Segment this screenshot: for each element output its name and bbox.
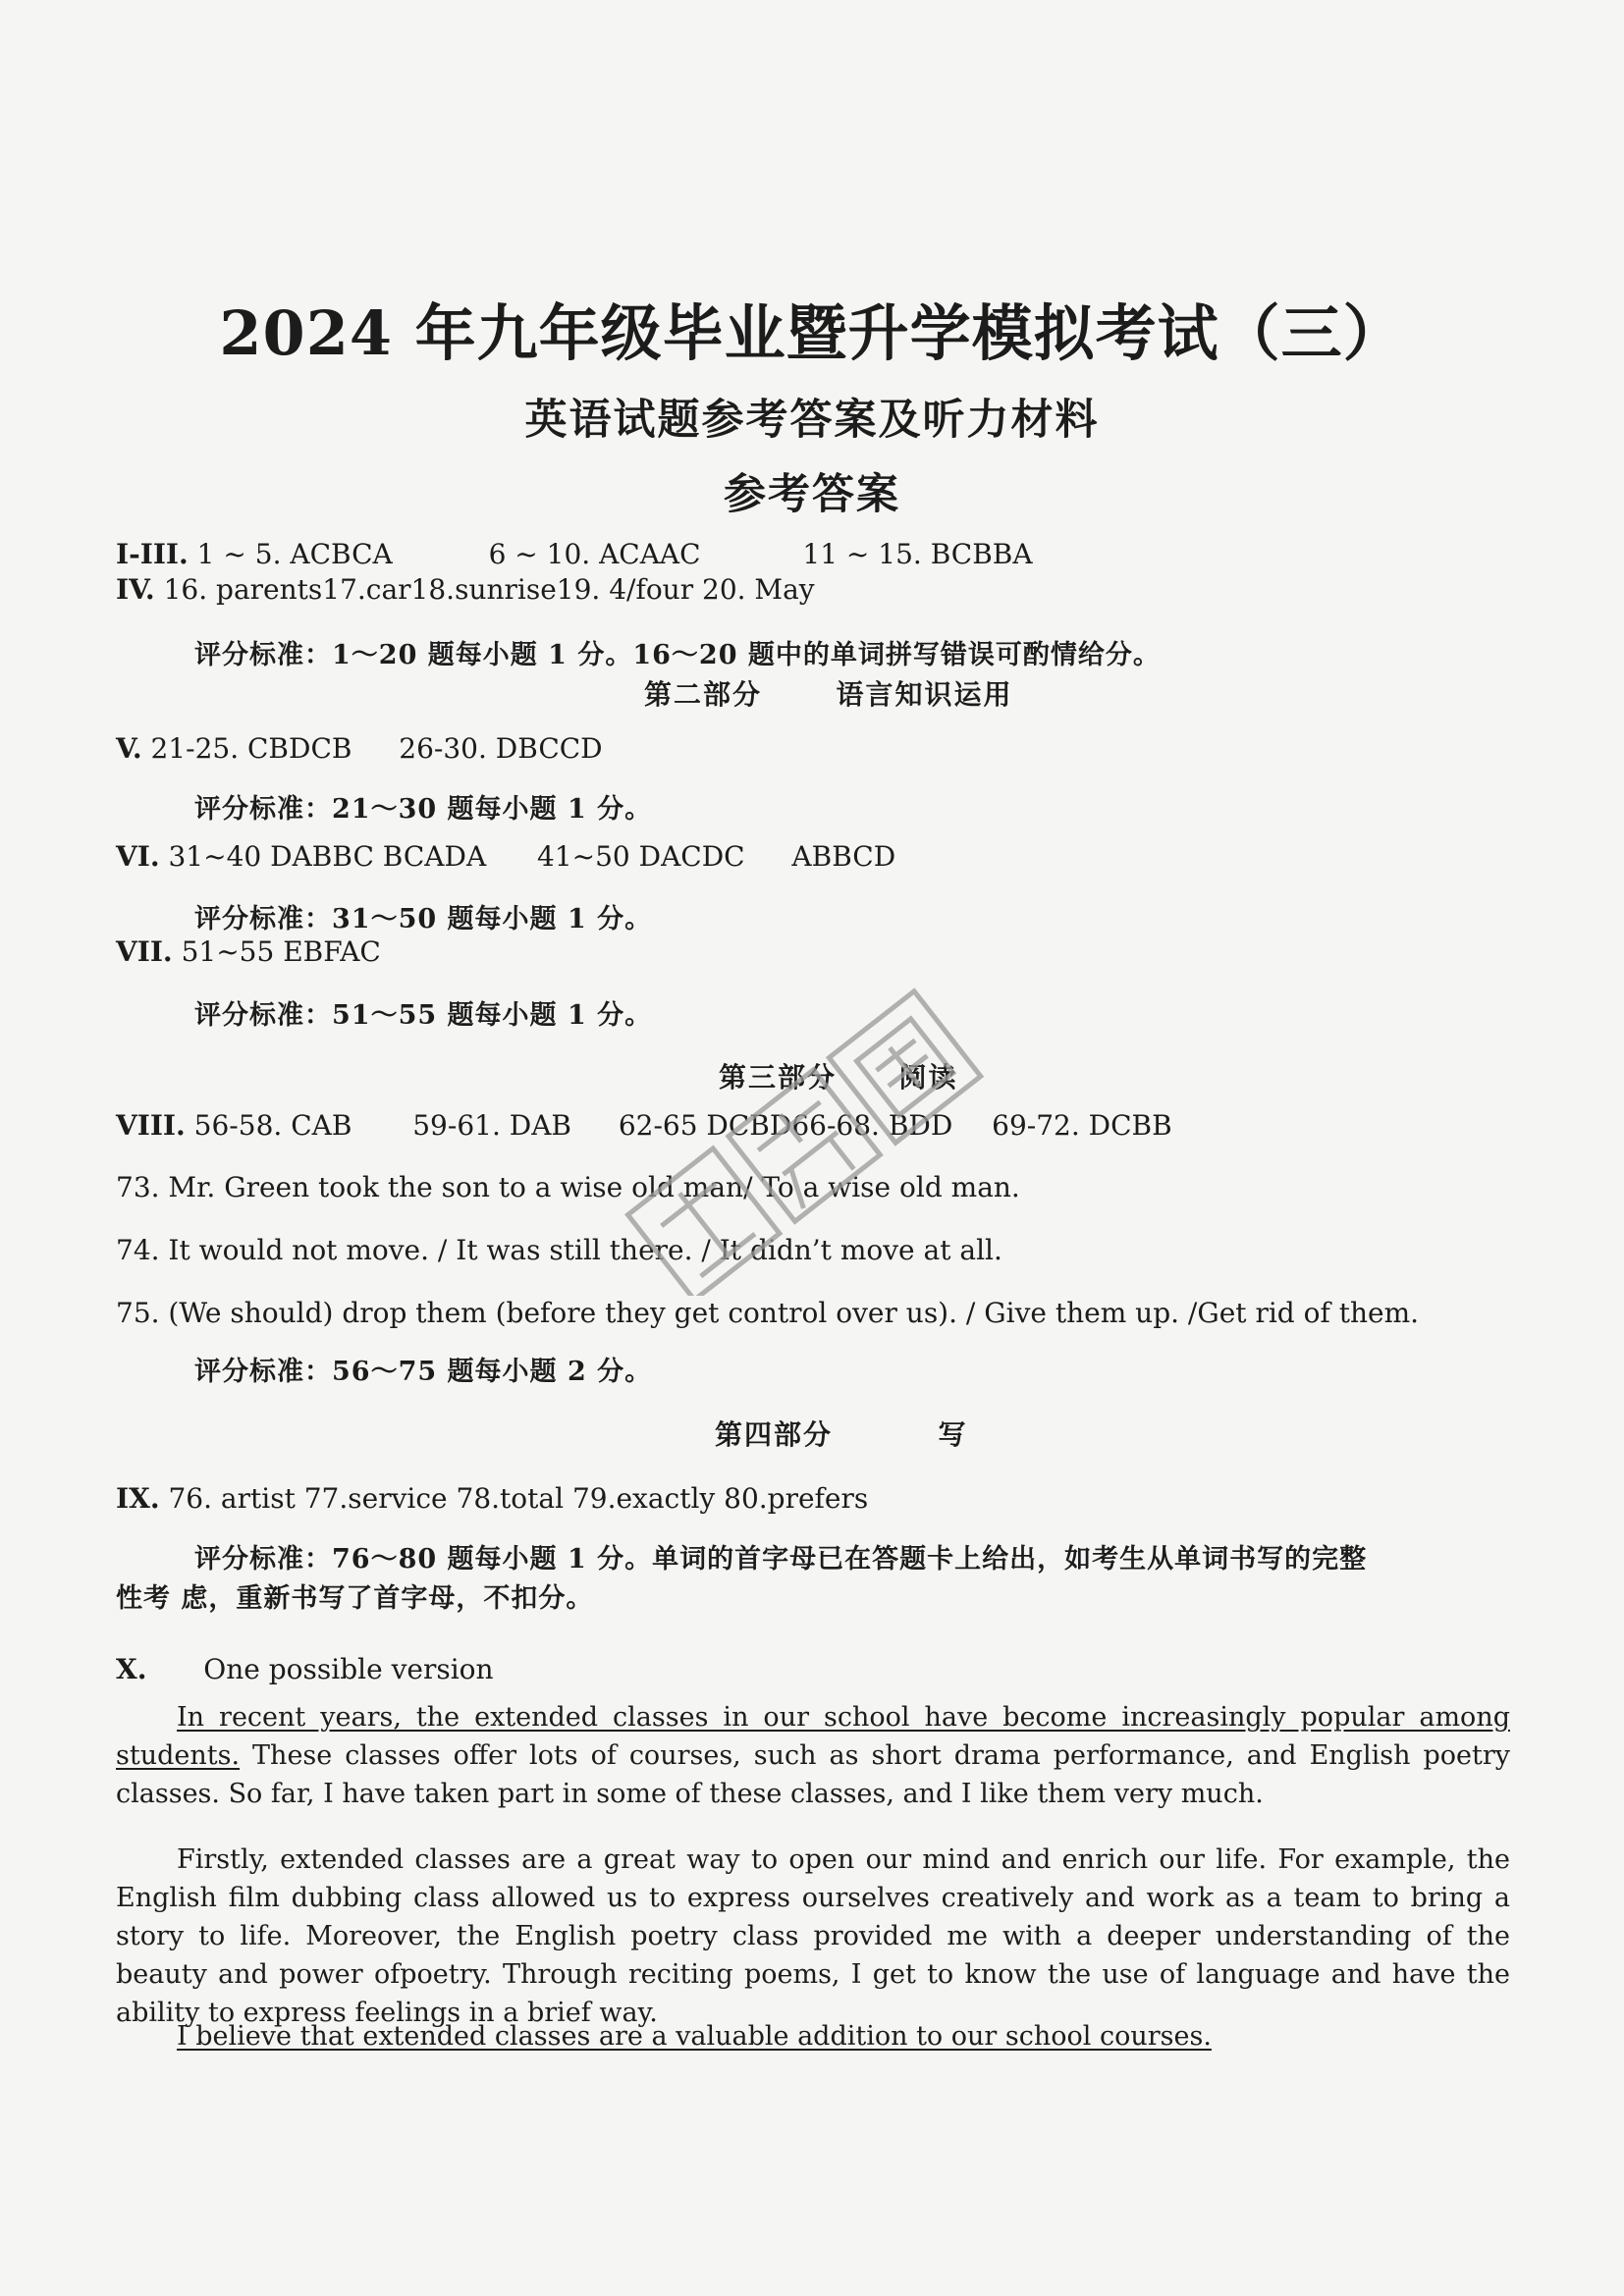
scoring-rule: 评分标准：31～50 题每小题 1 分。 bbox=[194, 904, 653, 934]
scoring-rule: 评分标准：56～75 题每小题 2 分。 bbox=[194, 1357, 653, 1387]
answer-group: 69-72. DCBB bbox=[992, 1109, 1172, 1142]
scoring-rule: 评分标准：1～20 题每小题 1 分。16～20 题中的单词拼写错误可酌情给分。 bbox=[194, 640, 1161, 670]
row-label: V. bbox=[116, 732, 142, 765]
answer-row-vii bbox=[116, 935, 381, 968]
row-label: VII. bbox=[116, 935, 173, 968]
answer-75: 75. (We should) drop them (before they get control over us). / Give them up. /Get rid of them. bbox=[116, 1297, 1420, 1329]
answer-group: 16. parents17.car18.sunrise19. 4/four 20. May bbox=[163, 573, 815, 606]
scoring-rule: 评分标准：76～80 题每小题 1 分。单词的首字母已在答题卡上给出，如考生从单词书写的完整 bbox=[194, 1544, 1368, 1575]
row-label: VI. bbox=[116, 840, 160, 873]
answer-group: 1 ~ 5. ACBCA bbox=[196, 538, 393, 570]
answer-73: 73. Mr. Green took the son to a wise old man/ To a wise old man. bbox=[116, 1171, 1020, 1203]
essay-conclusion: I believe that extended classes are a valuable addition to our school courses. bbox=[177, 2021, 1212, 2052]
section-title-part2 bbox=[644, 673, 1013, 713]
answer-group: 26-30. DBCCD bbox=[399, 732, 603, 765]
section-number: 第四部分 bbox=[715, 1418, 834, 1451]
scoring-rule: 评分标准：51～55 题每小题 1 分。 bbox=[194, 1000, 653, 1031]
answer-group: ABBCD bbox=[791, 840, 896, 873]
row-label: IV. bbox=[116, 573, 155, 606]
essay-paragraph-2: Firstly, extended classes are a great way to open our mind and enrich our life. For example, the English film dubbing class allowed us to express ourselves creatively and work as a team to bring a story to life. Moreover, the English poetry class provided me with a deeper understanding of the beauty and power ofpoetry. Through reciting poems, I get to know the use of language and have the ability to express feelings in a brief way. bbox=[116, 1844, 1510, 2028]
answer-row-v bbox=[116, 732, 603, 765]
page-title: 2024 年九年级毕业暨升学模拟考试（三） bbox=[219, 297, 1405, 369]
page-subtitle: 英语试题参考答案及听力材料 bbox=[524, 396, 1100, 445]
answer-group: 56-58. CAB bbox=[193, 1109, 352, 1142]
answer-group: 51~55 EBFAC bbox=[181, 935, 381, 968]
section-title-part3 bbox=[719, 1056, 958, 1095]
section-title-part4 bbox=[715, 1414, 968, 1453]
answer-group: 11 ~ 15. BCBBA bbox=[802, 538, 1033, 570]
answer-group: 31~40 DABBC BCADA bbox=[168, 840, 487, 873]
scoring-rule-continued: 性考 虑，重新书写了首字母，不扣分。 bbox=[116, 1583, 594, 1614]
essay-paragraph-3 bbox=[116, 2017, 1510, 2056]
section-name: 写 bbox=[938, 1418, 968, 1451]
scoring-rule: 评分标准：21～30 题每小题 1 分。 bbox=[194, 794, 653, 825]
answer-row-ix bbox=[116, 1482, 868, 1515]
row-label: IX. bbox=[116, 1482, 160, 1515]
section-name: 语言知识运用 bbox=[836, 678, 1013, 711]
answer-row-vi bbox=[116, 840, 895, 873]
answer-group: 59-61. DAB bbox=[412, 1109, 571, 1142]
answer-74: 74. It would not move. / It was still there. / It didn’t move at all. bbox=[116, 1234, 1002, 1266]
answer-row-iv bbox=[116, 573, 815, 606]
essay-text: These classes offer lots of courses, such as short drama performance, and English poetry classes. So far, I have taken part in some of these classes, and I like them very much. bbox=[116, 1740, 1510, 1809]
essay-topic-sentence: In recent years, the extended classes in our school have become increasingly popular among students. bbox=[116, 1702, 1510, 1771]
version-label: One possible version bbox=[203, 1653, 494, 1685]
section-number: 第三部分 bbox=[719, 1061, 838, 1094]
answer-group: 62-65 DCBD66-68. BDD bbox=[618, 1109, 953, 1142]
section-name: 阅读 bbox=[898, 1061, 958, 1094]
answer-group: 21-25. CBDCB bbox=[150, 732, 352, 765]
row-label: I-III. bbox=[116, 538, 189, 570]
answers-heading: 参考答案 bbox=[724, 470, 900, 519]
essay-paragraph-1 bbox=[116, 1698, 1510, 1813]
answer-row-i-iii bbox=[116, 538, 1033, 570]
answer-group: 6 ~ 10. ACAAC bbox=[488, 538, 701, 570]
row-label: VIII. bbox=[116, 1109, 186, 1142]
answer-group: 76. artist 77.service 78.total 79.exactly 80.prefers bbox=[168, 1482, 869, 1515]
section-number: 第二部分 bbox=[644, 678, 763, 711]
answer-row-viii bbox=[116, 1109, 1172, 1142]
row-label: X. bbox=[116, 1653, 147, 1685]
answer-row-x bbox=[116, 1653, 494, 1685]
answer-group: 41~50 DACDC bbox=[537, 840, 745, 873]
